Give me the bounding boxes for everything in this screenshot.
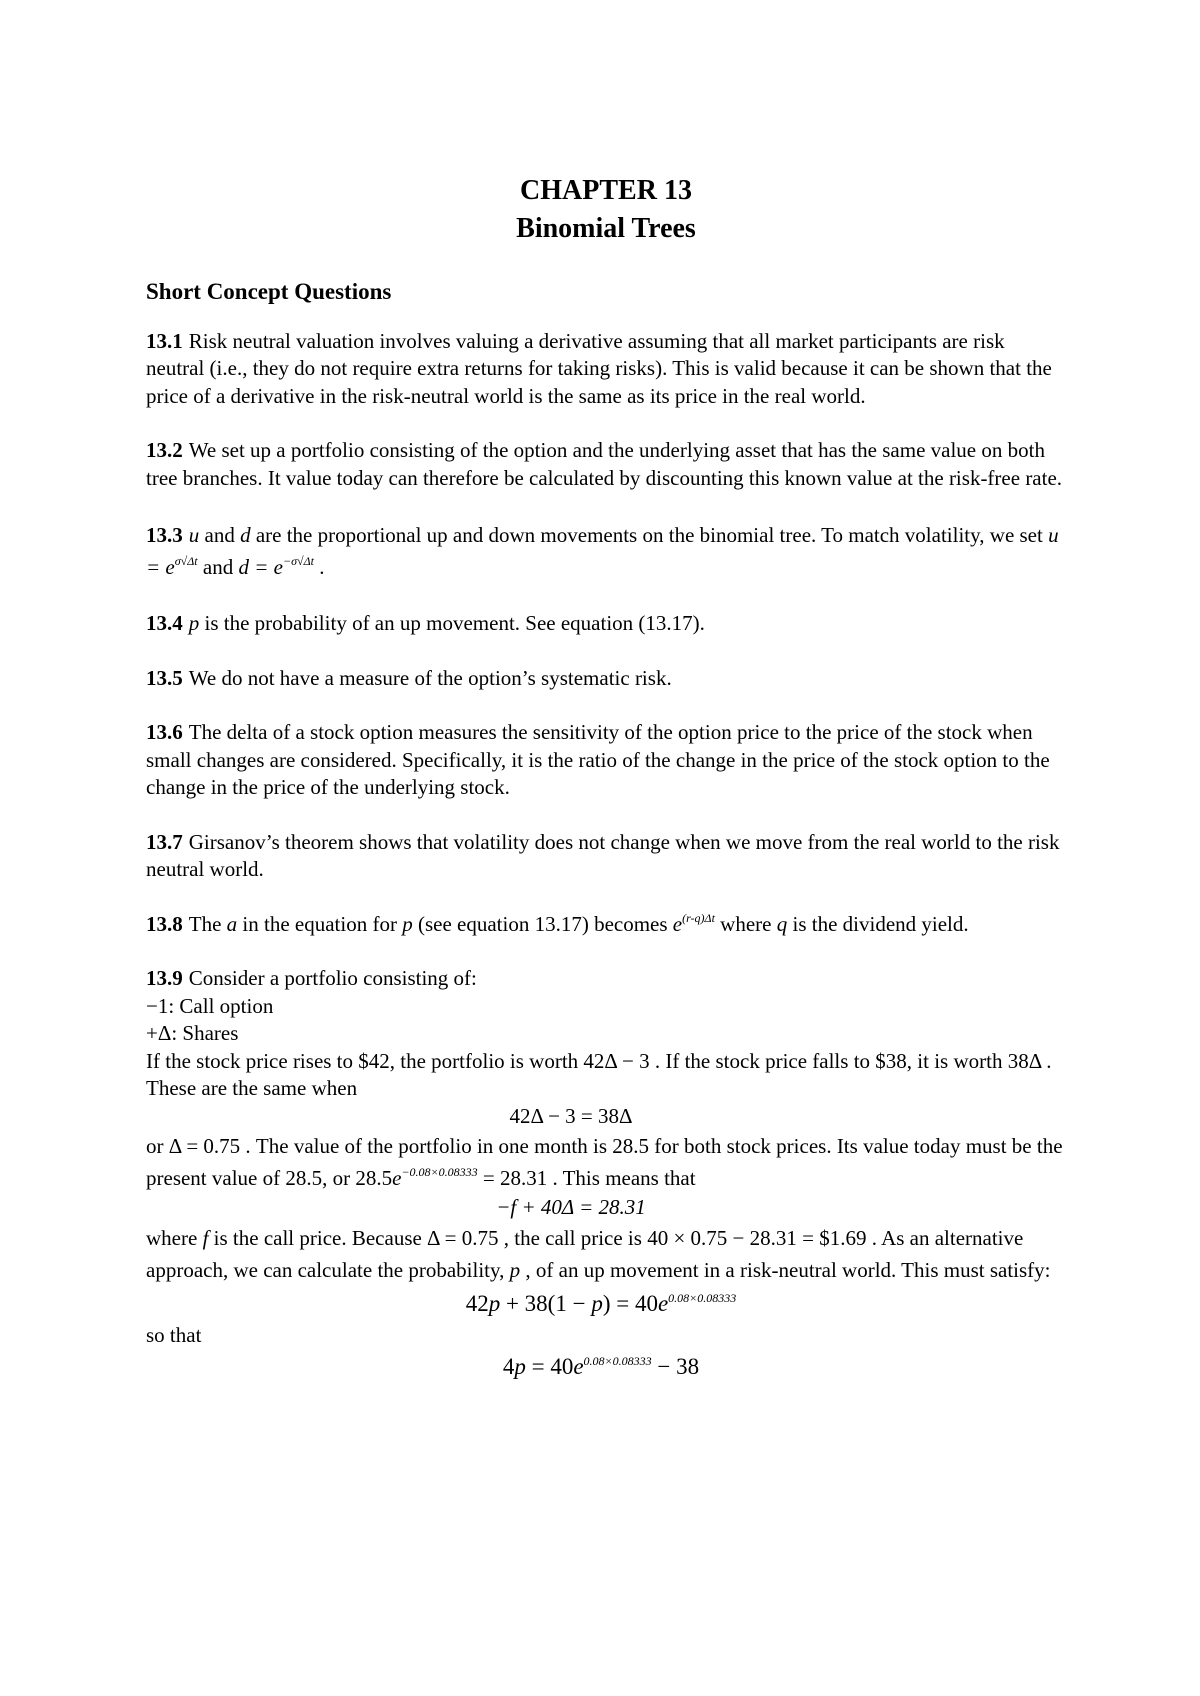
question-text: The delta of a stock option measures the sensitivity of the option price to the price of the stock when small changes are considered. Specifically, it is the ratio of the change in the price of the stock option to the change in the price of the underlying stock. — [146, 720, 1050, 799]
exp-base: e — [573, 1354, 584, 1379]
chapter-number: CHAPTER 13 — [520, 175, 692, 206]
question-number: 13.7 — [146, 829, 183, 854]
question-13-5 — [146, 665, 1066, 693]
question-number: 13.4 — [146, 611, 183, 635]
equation-text: −f + 40Δ = 28.31 — [496, 1195, 646, 1219]
exp-base: e — [657, 1290, 669, 1316]
question-text: is the probability of an up movement. See equation (13.17). — [199, 611, 705, 635]
question-number: 13.1 — [146, 328, 183, 353]
chapter-heading — [146, 172, 1066, 248]
so-that-text: so that — [146, 1322, 202, 1347]
question-13-6 — [146, 719, 1066, 802]
question-text: where — [714, 911, 777, 936]
equation-text: − 38 — [651, 1354, 700, 1379]
question-number: 13.8 — [146, 911, 183, 936]
exp-exponent: 0.08×0.08333 — [583, 1354, 652, 1368]
exp-base: e — [672, 911, 683, 936]
question-number: 13.6 — [146, 720, 183, 744]
question-text: Risk neutral valuation involves valuing a derivative assuming that all market participants are risk neutral (i.e., they do not require extra returns for taking risks). This is valid because it can be shown that the price of a derivative in the risk-neutral world is the same as its price in the real world. — [146, 328, 1052, 408]
equation-text: = 40 — [525, 1354, 574, 1379]
u-exponent: σ√Δt — [174, 554, 198, 568]
variable-p: p — [402, 911, 413, 936]
equation-text: 42 — [465, 1290, 489, 1316]
question-13-2 — [146, 437, 1066, 492]
question-text: are the proportional up and down movements on the binomial tree. To match volatility, we set — [250, 523, 1049, 547]
question-text: (see equation 13.17) becomes — [412, 911, 673, 936]
paragraph-text: or Δ = 0.75 . The value of the portfolio in one month is 28.5 for both stock prices. Its value today must be the present value of 28.5, or 28.5 — [146, 1134, 1063, 1190]
question-13-8 — [146, 911, 1066, 939]
question-text: We do not have a measure of the option’s systematic risk. — [188, 665, 672, 690]
question-13-9 — [146, 965, 1066, 1385]
question-13-7 — [146, 829, 1066, 884]
equation-4 — [146, 1349, 1066, 1385]
question-text: in the equation for — [237, 911, 403, 936]
chapter-title: Binomial Trees — [516, 213, 696, 244]
variable-u: u — [188, 523, 200, 547]
question-13-1 — [146, 328, 1066, 411]
question-text: . — [313, 555, 325, 579]
equation-2 — [146, 1194, 1066, 1222]
question-13-3 — [146, 519, 1066, 583]
variable-p: p — [591, 1290, 603, 1316]
variable-q: q — [776, 911, 788, 936]
paragraph: If the stock price rises to $42, the portfolio is worth 42Δ − 3 . If the stock price falls to $38, it is worth 38Δ . These are the same when — [146, 1048, 1052, 1100]
document-page — [146, 172, 1066, 1412]
exp-exponent: 0.08×0.08333 — [668, 1290, 737, 1305]
d-formula: d = e — [238, 555, 283, 579]
paragraph-text: where — [146, 1225, 203, 1250]
question-text: and — [199, 523, 241, 547]
equation-3 — [146, 1286, 1066, 1322]
question-text: is the dividend yield. — [787, 911, 969, 936]
question-number: 13.5 — [146, 665, 183, 690]
variable-f: f — [202, 1225, 209, 1250]
question-text: Girsanov’s theorem shows that volatility does not change when we move from the real world to the risk neutral world. — [146, 829, 1060, 881]
paragraph-text: , of an up movement in a risk-neutral world. This must satisfy: — [520, 1257, 1051, 1282]
equation-1: 42Δ − 3 = 38Δ — [509, 1103, 633, 1128]
portfolio-item-call: −1: Call option — [146, 993, 274, 1018]
u-formula: u = e — [146, 523, 1059, 579]
paragraph-text: = 28.31 . This means that — [477, 1166, 696, 1190]
variable-p: p — [488, 1290, 501, 1316]
d-exponent: −σ√Δt — [282, 554, 314, 568]
question-text: The — [188, 911, 227, 936]
question-text: Consider a portfolio consisting of: — [188, 966, 477, 990]
equation-text: ) = 40 — [602, 1290, 658, 1316]
equation-text: 4 — [502, 1354, 515, 1379]
exp-exponent: (r-q)Δt — [682, 910, 715, 925]
variable-p: p — [514, 1354, 526, 1379]
variable-p: p — [509, 1257, 521, 1282]
question-number: 13.2 — [146, 438, 183, 462]
question-intro — [146, 965, 1066, 993]
question-text: We set up a portfolio consisting of the option and the underlying asset that has the same value on both tree branches. It value today can therefore be calculated by discounting this known value at the risk-free rate. — [146, 438, 1063, 490]
question-number: 13.3 — [146, 523, 183, 547]
paragraph — [146, 1222, 1066, 1286]
variable-a: a — [226, 911, 238, 936]
question-text: and — [197, 555, 239, 579]
exp-exponent: −0.08×0.08333 — [401, 1165, 478, 1179]
portfolio-item-shares: +Δ: Shares — [146, 1021, 239, 1045]
question-13-4 — [146, 610, 1066, 638]
question-number: 13.9 — [146, 966, 183, 990]
exp-base: e — [392, 1166, 402, 1190]
section-title: Short Concept Questions — [146, 279, 392, 304]
paragraph — [146, 1130, 1066, 1194]
equation-text: + 38(1 − — [500, 1290, 592, 1316]
paragraph-text: is the call price. Because Δ = 0.75 , the call price is 40 × 0.75 − 28.31 = $1.69 . As an alternative approach, we can calculate the probability, — [146, 1225, 1024, 1282]
variable-d: d — [240, 523, 251, 547]
variable-p: p — [188, 611, 200, 635]
